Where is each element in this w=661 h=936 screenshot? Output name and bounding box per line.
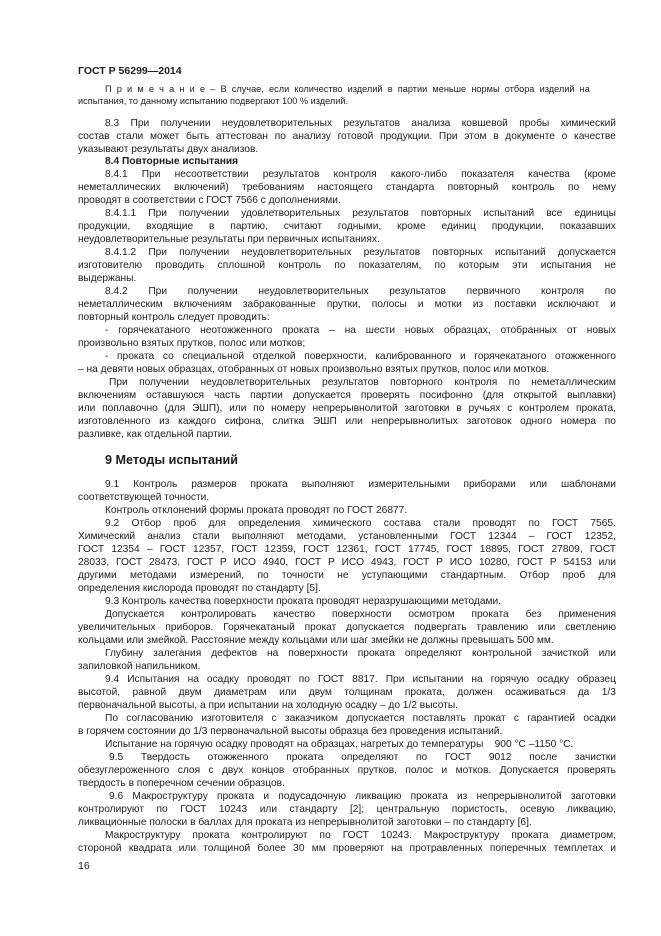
text-line: Химический анализ стали выполняют методами, установленными ГОСТ 12344 – ГОСТ 12352, bbox=[78, 531, 616, 542]
text-line: или поплавочно (для ЭШП), или по номеру непрерывнолитой заготовки в ручьях с контролем проката, bbox=[78, 403, 616, 414]
text-line: твердость в поперечном сечении образцов. bbox=[78, 778, 285, 789]
text-line: – на девяти новых образцах, отобранных от новых произвольно взятых прутков, полос или мотков. bbox=[78, 364, 550, 375]
text-line: указывают результаты двух анализов. bbox=[78, 144, 259, 155]
text-line: Контроль отклонений формы проката проводят по ГОСТ 26877. bbox=[105, 505, 408, 516]
text-line: По согласованию изготовителя с заказчиком допускается поставлять прокат с гарантией осадки bbox=[105, 713, 616, 724]
text-line: 9.1 Контроль размеров проката выполняют измерительными приборами или шаблонами bbox=[105, 479, 616, 490]
text-line: 9.2 Отбор проб для определения химического состава стали проводят по ГОСТ 7565. bbox=[105, 518, 616, 529]
text-line: другими методами измерений, по точности не уступающими стандартным. Отбор проб для bbox=[78, 570, 616, 581]
text-line: состав стали может быть аттестован по анализу готовой продукции. При этом в документе о качестве bbox=[78, 131, 616, 142]
text-line: неметаллических включений) требованиям настоящего стандарта повторный контроль по нему bbox=[78, 182, 616, 193]
text-line: увеличительных приборов. Горячекатаный прокат допускается подвергать травлению или светлению bbox=[78, 622, 616, 633]
text-line: продукции, входящие в партию, считают годными, кроме единиц продукции, показавших bbox=[78, 221, 616, 232]
text-line: 8.4.2 При получении неудовлетворительных результатов первичного контроля по bbox=[105, 286, 616, 297]
text-line: определения кислорода проводят по стандарту [5]. bbox=[78, 583, 321, 594]
text-line: Испытание на горячую осадку проводят на образцах, нагретых до температуры 900 °C –1150 °C. bbox=[105, 739, 574, 750]
text-line: первоначальной высоты, а при испытании на холодную осадку – до 1/2 высоты. bbox=[78, 700, 459, 711]
text-line: Макроструктуру проката контролируют по ГОСТ 10243. Макроструктуру проката диаметром, bbox=[105, 830, 616, 841]
text-line: 9.5 Твердость отожженного проката определяют по ГОСТ 9012 после зачистки bbox=[109, 752, 616, 763]
text-line: Глубину залегания дефектов на поверхности проката определяют контрольной зачисткой или bbox=[105, 648, 616, 659]
text-line: При получении неудовлетворительных результатов повторного контроля по неметаллическим bbox=[109, 377, 616, 388]
text-line: 8.3 При получении неудовлетворительных результатов анализа ковшевой пробы химический bbox=[105, 118, 616, 129]
text-line: 8.4.1.1 При получении удовлетворительных результатов повторных испытаний все единицы bbox=[105, 208, 616, 219]
text-line: неудовлетворительные результаты при первичных испытаниях. bbox=[78, 234, 380, 245]
text-line: неметаллическим включениям забракованные прутки, полосы и мотки из поставки исключают и bbox=[78, 299, 616, 310]
text-line: изготовленного из каждого сифона, слитка ЭШП или непрерывнолитых заготовок одного номера по bbox=[78, 416, 616, 427]
text-line: 9.3 Контроль качества поверхности проката проводят неразрушающими методами. bbox=[105, 596, 502, 607]
text-line: соответствующей точности. bbox=[78, 492, 210, 503]
text-line: обезуглероженного слоя с двух концов отобранных прутков, полос и мотков. Допускается проверять bbox=[78, 765, 616, 776]
text-line: включениям оставшуюся часть партии допускается проверять посифонно (для открытой выплавки) bbox=[78, 390, 616, 401]
text-line: Допускается контролировать качество поверхности осмотром проката без применения bbox=[105, 609, 616, 620]
text-line: стороной квадрата или толщиной более 30 мм проверяют на протравленных поперечных темплетах и bbox=[78, 843, 616, 854]
text-line: высотой, равной двум диаметрам или двум толщинам проката, должен осаживаться да 1/3 bbox=[78, 687, 616, 698]
note-line: испытания, то данному испытанию подвергают 100 % изделий. bbox=[78, 96, 349, 106]
text-line: 9.6 Макроструктуру проката и подусадочную ликвацию проката из непрерывнолитой заготовки bbox=[109, 791, 616, 802]
text-line: запиловкой напильником. bbox=[78, 661, 201, 672]
text-line: изготовителю проводить сплошной контроль по показателям, по которым эти испытания не bbox=[78, 260, 616, 271]
text-line: - горячекатаного неотожженного проката – на шести новых образцах, отобранных от новых bbox=[105, 325, 616, 336]
text-line: проводят в соответствии с ГОСТ 7566 с дополнениями. bbox=[78, 195, 341, 206]
text-line: 9.4 Испытания на осадку проводят по ГОСТ 8817. При испытании на горячую осадку образец bbox=[105, 674, 616, 685]
text-line: 8.4.1 При несоответствии результатов контроля какого-либо показателя качества (кроме bbox=[105, 169, 616, 180]
subsection-heading: 8.4 Повторные испытания bbox=[105, 156, 239, 167]
text-line: ГОСТ 12354 – ГОСТ 12357, ГОСТ 12359, ГОСТ 12361, ГОСТ 17745, ГОСТ 18895, ГОСТ 27809, ГОСТ bbox=[78, 544, 616, 555]
text-line: выдержаны. bbox=[78, 273, 137, 284]
text-line: повторный контроль следует проводить: bbox=[78, 312, 270, 323]
text-line: произвольно взятых прутков, полос или мотков; bbox=[78, 338, 306, 349]
text-line: разливке, как отдельной партии. bbox=[78, 429, 232, 440]
section-heading: 9 Методы испытаний bbox=[105, 453, 238, 467]
note-line: П р и м е ч а н и е – В случае, если количество изделий в партии меньше нормы отбора изделий на bbox=[105, 84, 590, 94]
text-line: контролируют по ГОСТ 10243 или стандарту [2]; центральную пористость, осевую ликвацию, bbox=[78, 804, 616, 815]
text-line: в горячем состоянии до 1/3 первоначальной высоты образца без проведения испытаний. bbox=[78, 726, 503, 737]
text-line: кольцами или змейкой. Расстояние между кольцами или шаг змейки не должны превышать 500 мм. bbox=[78, 635, 554, 646]
page-header: ГОСТ Р 56299—2014 bbox=[78, 65, 182, 77]
text-line: 28033, ГОСТ 28473, ГОСТ Р ИСО 4940, ГОСТ Р ИСО 4943, ГОСТ Р ИСО 10280, ГОСТ Р 54153 или bbox=[78, 557, 616, 568]
text-line: ликвационные полоски в баллах для проката из непрерывнолитой заготовки – по стандарту [6]. bbox=[78, 817, 532, 828]
text-line: - проката со специальной отделкой поверхности, калиброванного и горячекатаного отожженного bbox=[105, 351, 616, 362]
text-line: 8.4.1.2 При получении неудовлетворительных результатов повторных испытаний допускается bbox=[105, 247, 616, 258]
page-number: 16 bbox=[78, 860, 90, 872]
